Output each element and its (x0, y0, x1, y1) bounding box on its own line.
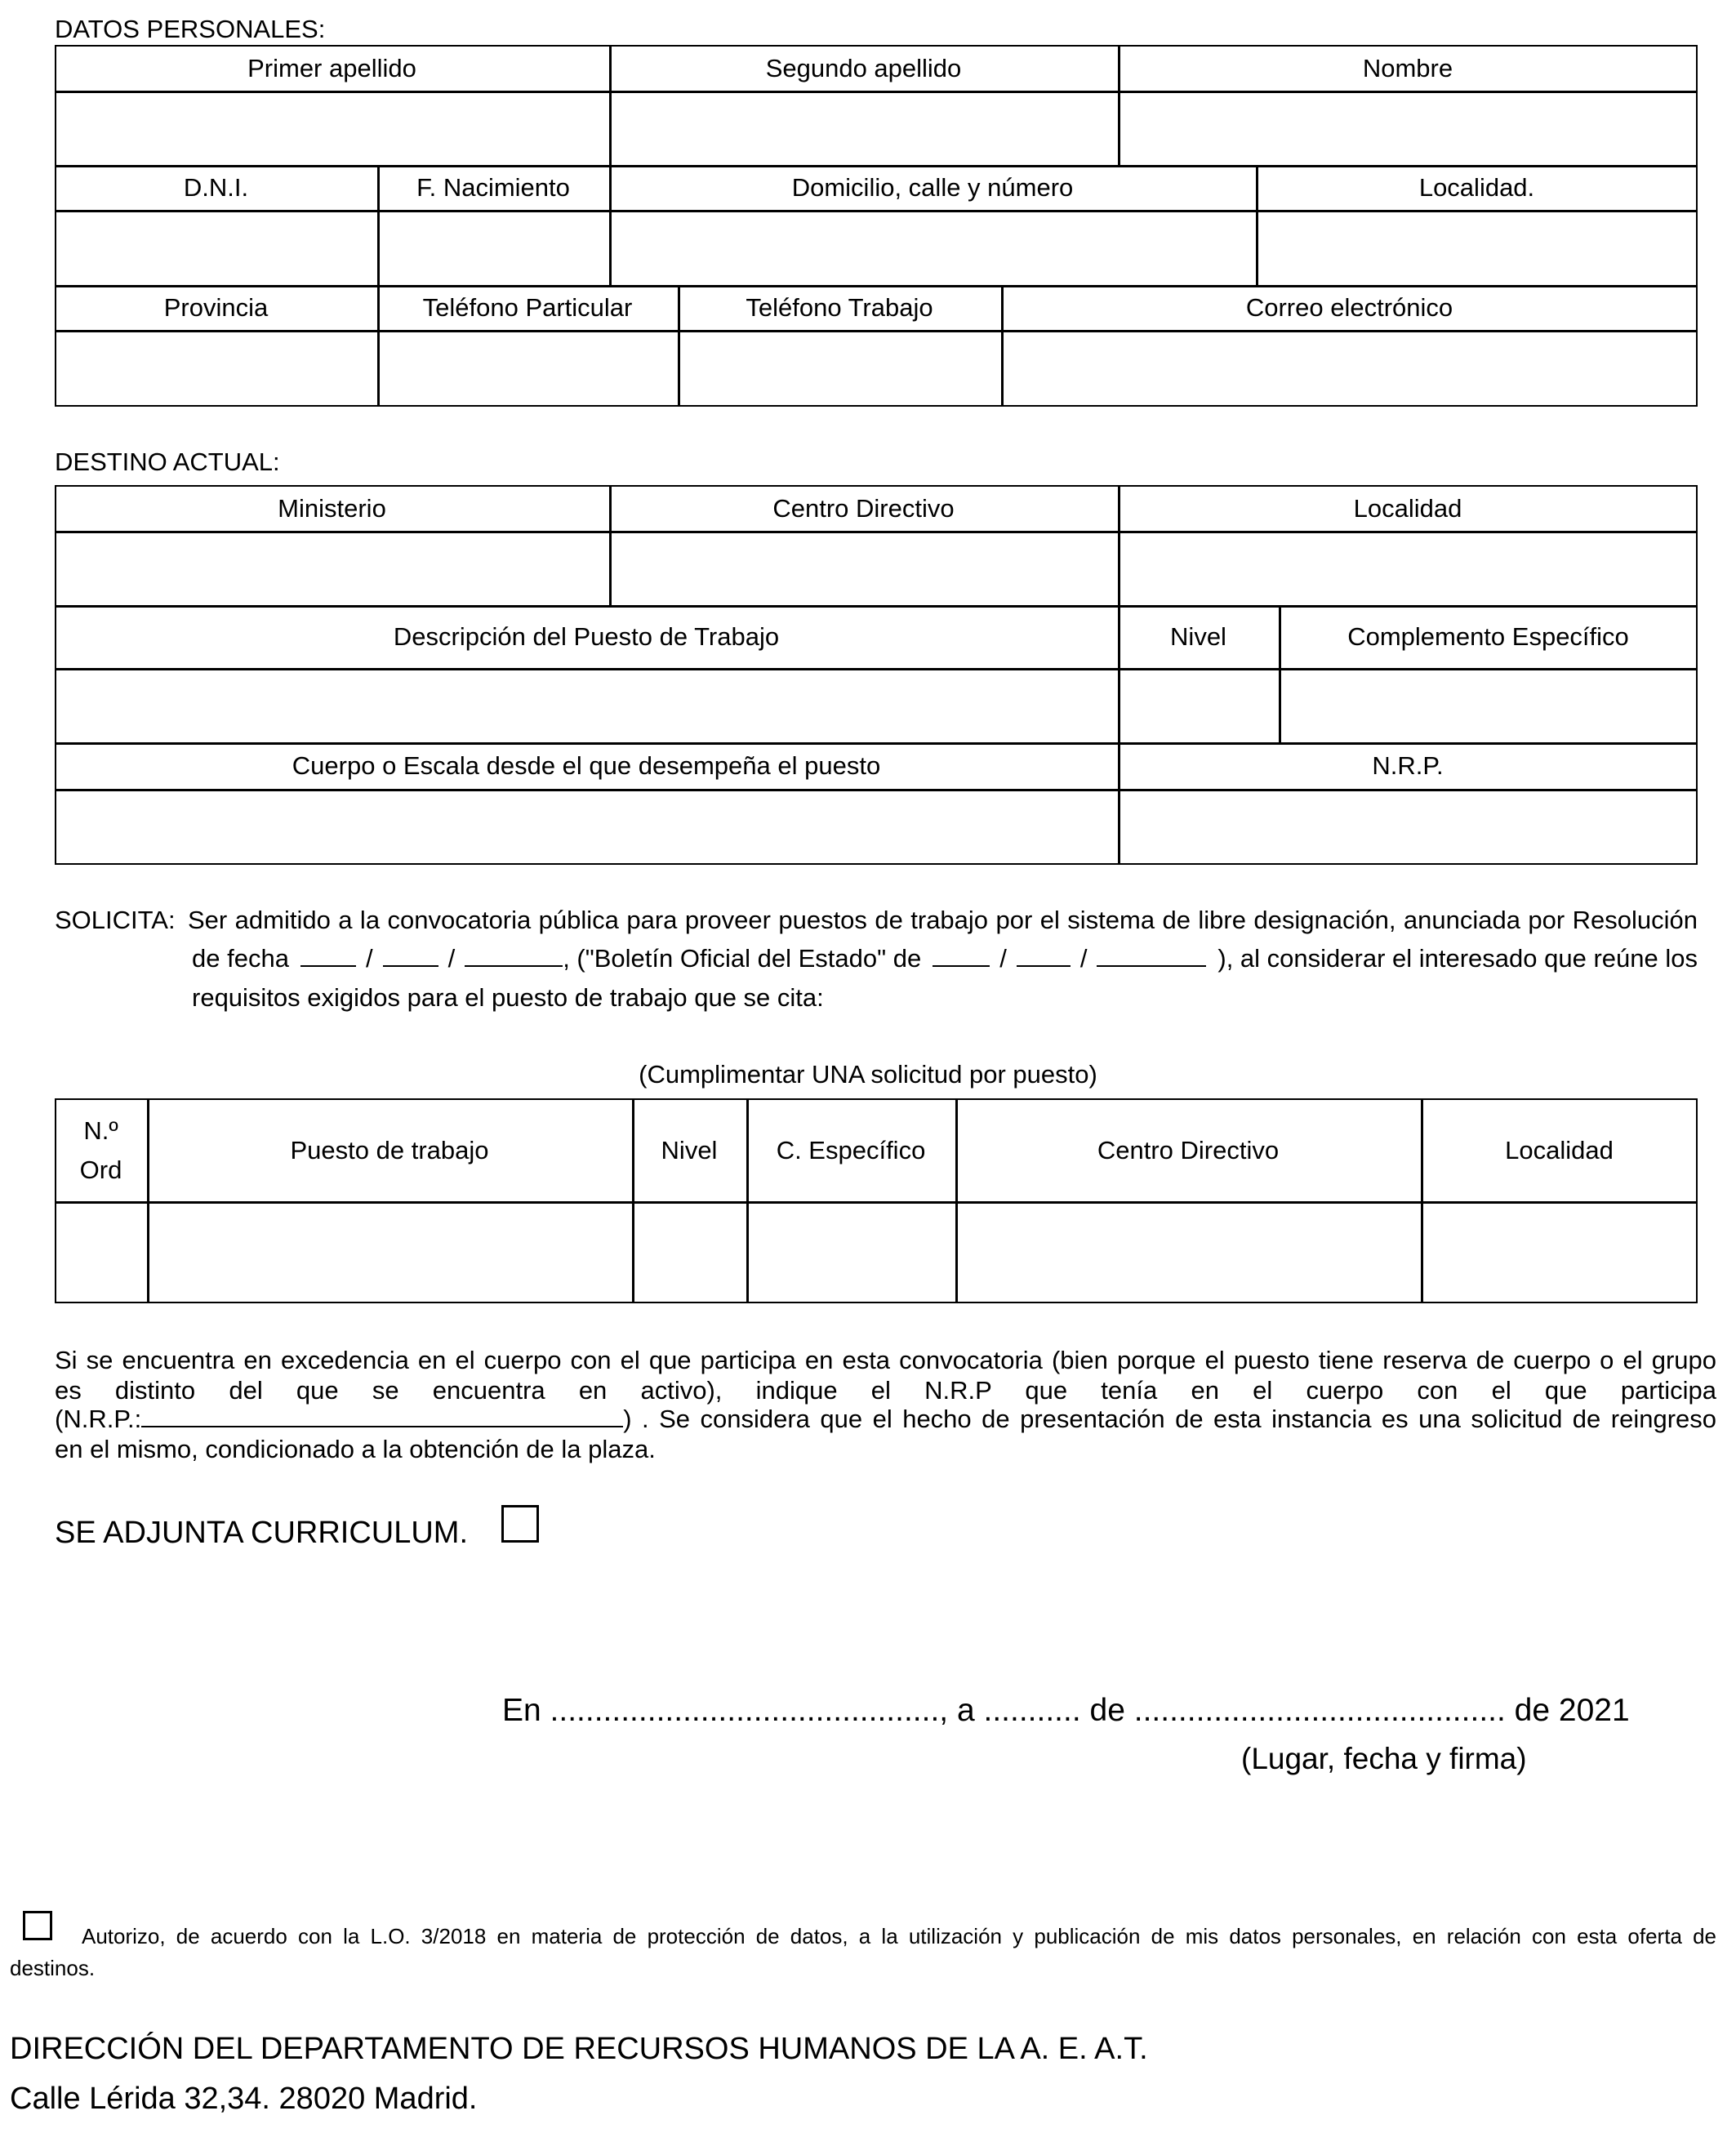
solicita-line-3: requisitos exigidos para el puesto de trabajo que se cita: (192, 983, 824, 1012)
puesto-localidad-field[interactable] (1423, 1204, 1696, 1302)
autorizo-line-1: Autorizo, de acuerdo con la L.O. 3/2018 en materia de protección de datos, a la utilización y publicación de mis datos personales, en relación con esta oferta de (82, 1924, 1716, 1948)
segundo-apellido-field[interactable] (612, 93, 1116, 163)
correo-field[interactable] (1004, 332, 1696, 405)
excedencia-reingreso-text: ) . Se considera que el hecho de presentación de esta instancia es una solicitud de reingreso (623, 1405, 1716, 1433)
numero-orden-field[interactable] (56, 1204, 145, 1302)
boe-anio-blank[interactable] (1097, 946, 1206, 967)
footer-calle: Calle Lérida 32,34. 28020 Madrid. (10, 2082, 478, 2116)
footer-direccion: DIRECCIÓN DEL DEPARTAMENTO DE RECURSOS HUMANOS DE LA A. E. A.T. (10, 2032, 1148, 2066)
header-descripcion-puesto: Descripción del Puesto de Trabajo (393, 622, 780, 652)
solicita-line-2 (192, 946, 1698, 971)
section-title-datos-personales: DATOS PERSONALES: (55, 15, 326, 43)
primer-apellido-field[interactable] (56, 93, 608, 163)
nrp-field[interactable] (1120, 791, 1696, 863)
header-localidad: Localidad. (1418, 173, 1535, 203)
header-numero-orden (55, 1100, 147, 1201)
slash: / (999, 944, 1007, 973)
header-primer-apellido: Primer apellido (247, 53, 416, 82)
centro-directivo-field[interactable] (612, 533, 1116, 603)
nivel-field[interactable] (1120, 670, 1277, 741)
firma-caption: (Lugar, fecha y firma) (1241, 1742, 1527, 1775)
solicita-boe-text: , ("Boletín Oficial del Estado" de (563, 944, 922, 973)
puesto-trabajo-field[interactable] (149, 1204, 630, 1302)
header-numero-orden-line-1: N.º (83, 1115, 118, 1145)
header-numero-orden-line-2: Ord (79, 1156, 122, 1184)
puesto-c-especifico-field[interactable] (749, 1204, 954, 1302)
excedencia-line-4: en el mismo, condicionado a la obtención de la plaza. (55, 1435, 656, 1463)
descripcion-puesto-field[interactable] (56, 670, 1116, 741)
header-localidad: Localidad (1505, 1135, 1614, 1164)
curriculum-checkbox[interactable] (501, 1505, 539, 1543)
telefono-trabajo-field[interactable] (680, 332, 999, 405)
domicilio-field[interactable] (612, 212, 1254, 283)
curriculum-label: SE ADJUNTA CURRICULUM. (55, 1516, 469, 1550)
excedencia-line-2: es distinto del que se encuentra en activo), indique el N.R.P que tenía en el cuerpo con el que participa (55, 1376, 1716, 1405)
nacimiento-field[interactable] (380, 212, 608, 283)
header-telefono-trabajo: Teléfono Trabajo (746, 293, 933, 323)
boe-dia-blank[interactable] (933, 946, 990, 967)
autorizo-checkbox[interactable] (23, 1911, 52, 1940)
destino-localidad-field[interactable] (1120, 533, 1696, 603)
header-centro-directivo: Centro Directivo (772, 493, 955, 523)
excedencia-line-1: Si se encuentra en excedencia en el cuerpo con el que participa en esta convocatoria (bien porque el puesto tiene reserva de cuerpo o el grupo (55, 1346, 1716, 1374)
puesto-nivel-field[interactable] (634, 1204, 745, 1302)
solicita-line-1: Ser admitido a la convocatoria pública para proveer puestos de trabajo por el sistema de libre designación, anunciada por Resolución (188, 906, 1698, 934)
slash: / (1079, 944, 1088, 973)
section-title-destino-actual: DESTINO ACTUAL: (55, 448, 280, 476)
header-puesto-trabajo: Puesto de trabajo (290, 1135, 489, 1164)
header-nivel: Nivel (1170, 622, 1226, 652)
dni-field[interactable] (56, 212, 376, 283)
header-provincia: Provincia (163, 293, 269, 323)
boe-mes-blank[interactable] (1017, 946, 1071, 967)
header-cuerpo-escala: Cuerpo o Escala desde el que desempeña el puesto (292, 751, 881, 781)
ministerio-field[interactable] (56, 533, 608, 603)
telefono-particular-field[interactable] (380, 332, 676, 405)
header-c-especifico: C. Específico (776, 1135, 926, 1164)
header-nivel: Nivel (661, 1135, 718, 1164)
fecha-mes-blank[interactable] (383, 946, 438, 967)
solicita-considerar-text: ), al considerar el interesado que reúne los (1217, 944, 1698, 973)
firma-line: En ............................................, a ........... de .......................................... de 2021 (502, 1693, 1630, 1728)
header-nacimiento: F. Nacimiento (416, 173, 570, 203)
header-domicilio: Domicilio, calle y número (791, 173, 1074, 203)
header-nombre: Nombre (1362, 53, 1453, 82)
puesto-centro-field[interactable] (958, 1204, 1419, 1302)
header-ministerio: Ministerio (278, 493, 386, 523)
header-telefono-particular: Teléfono Particular (422, 293, 633, 323)
header-complemento: Complemento Específico (1347, 622, 1629, 652)
puesto-note: (Cumplimentar UNA solicitud por puesto) (639, 1060, 1097, 1089)
header-nrp: N.R.P. (1372, 751, 1444, 781)
header-segundo-apellido: Segundo apellido (765, 53, 962, 82)
solicita-label: SOLICITA: (55, 906, 176, 934)
fecha-dia-blank[interactable] (300, 946, 356, 967)
nombre-field[interactable] (1120, 93, 1696, 163)
slash: / (365, 944, 373, 973)
autorizo-line-2: destinos. (10, 1956, 96, 1980)
localidad-field[interactable] (1258, 212, 1696, 283)
header-localidad: Localidad (1353, 493, 1462, 523)
solicita-de-fecha: de fecha (192, 944, 289, 973)
header-correo: Correo electrónico (1245, 293, 1453, 323)
slash: / (447, 944, 456, 973)
complemento-field[interactable] (1281, 670, 1696, 741)
excedencia-nrp-label: (N.R.P.: (55, 1405, 142, 1433)
excedencia-nrp-blank[interactable] (141, 1406, 623, 1427)
header-dni: D.N.I. (183, 173, 249, 203)
fecha-anio-blank[interactable] (465, 946, 563, 967)
header-centro-directivo: Centro Directivo (1097, 1135, 1280, 1164)
cuerpo-escala-field[interactable] (56, 791, 1116, 863)
provincia-field[interactable] (56, 332, 376, 405)
excedencia-line-3 (55, 1406, 1716, 1432)
